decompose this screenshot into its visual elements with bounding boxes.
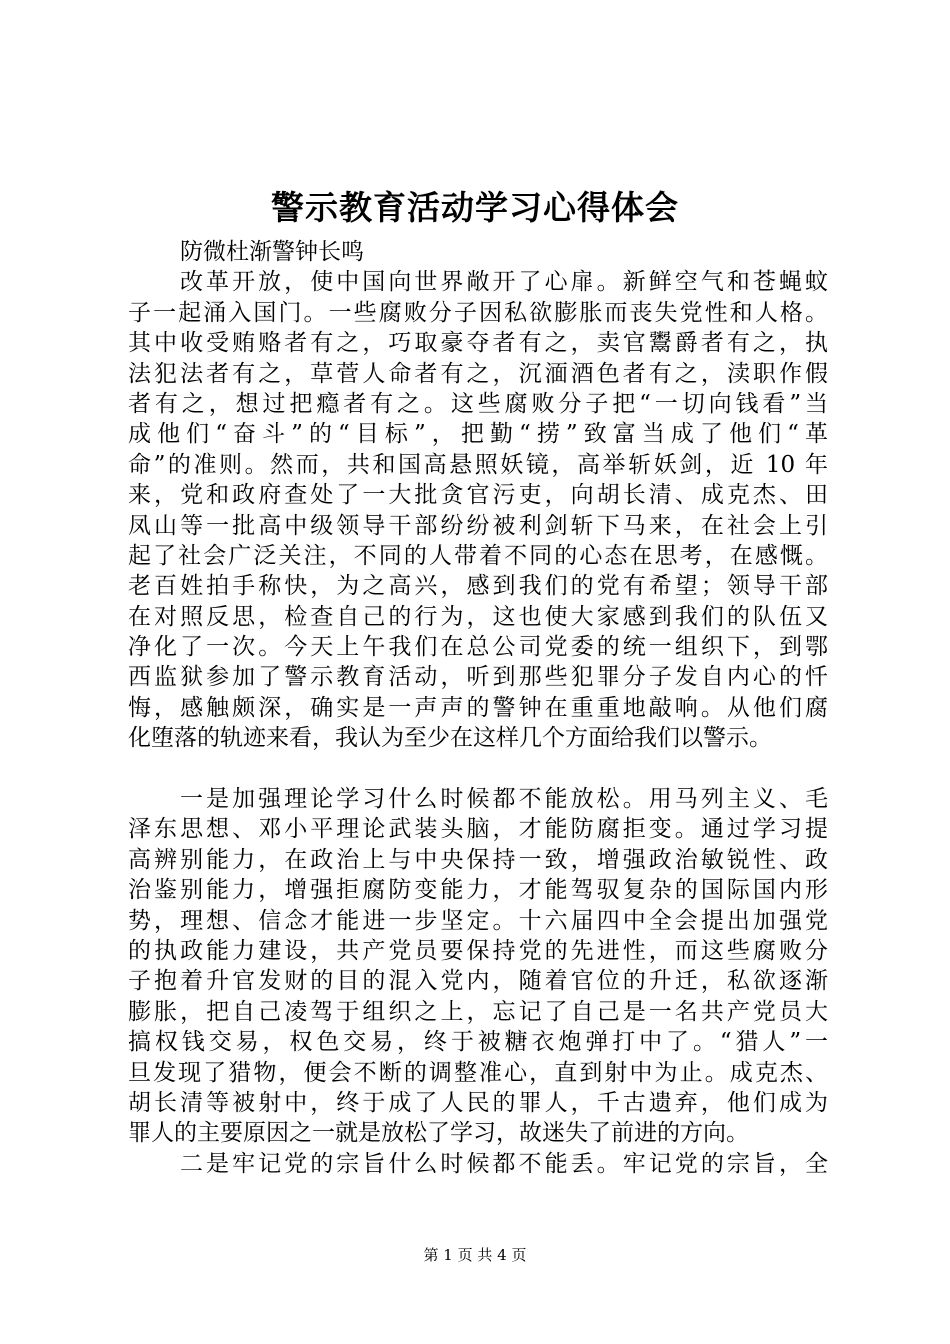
document-title: 警示教育活动学习心得体会: [271, 188, 679, 227]
paragraph-line: 凤山等一批高中级领导干部纷纷被利剑斩下马来，在社会上引: [128, 512, 828, 539]
paragraph-3: [128, 1149, 828, 1179]
page-number-footer: 第 1 页 共 4 页: [423, 1246, 527, 1264]
paragraph-line: 改革开放，使中国向世界敞开了心扉。新鲜空气和苍蝇蚊: [180, 269, 828, 296]
paragraph-line: 膨胀，把自己凌驾于组织之上，忘记了自己是一名共产党员大: [128, 998, 828, 1025]
paragraph-line: 一是加强理论学习什么时候都不能放松。用马列主义、毛: [180, 786, 828, 813]
paragraph-line: 罪人的主要原因之一就是放松了学习，故迷失了前进的方向。: [128, 1120, 749, 1147]
paragraph-line: 的执政能力建设，共产党员要保持党的先进性，而这些腐败分: [128, 937, 828, 964]
document-body: [128, 237, 828, 1179]
paragraph-line: 高辨别能力，在政治上与中央保持一致，增强政治敏锐性、政: [128, 846, 828, 873]
paragraph-line: 胡长清等被射中，终于成了人民的罪人，千古遗弃，他们成为: [128, 1089, 828, 1116]
paragraph-line: 者有之，想过把瘾者有之。这些腐败分子把“一切向钱看”当: [128, 390, 828, 417]
paragraph-line: 其中收受贿赂者有之，巧取豪夺者有之，卖官鬻爵者有之，执: [128, 330, 828, 357]
paragraph-2: [128, 784, 828, 1149]
paragraph-spacer: [128, 754, 828, 784]
paragraph-line: 西监狱参加了警示教育活动，听到那些犯罪分子发自内心的忏: [128, 664, 828, 691]
paragraph-line: 势，理想、信念才能进一步坚定。十六届四中全会提出加强党: [128, 907, 828, 934]
paragraph-line: 老百姓拍手称快，为之高兴，感到我们的党有希望；领导干部: [128, 573, 828, 600]
document-subtitle: 防微杜渐警钟长鸣: [180, 239, 364, 265]
paragraph-line: 在对照反思，检查自己的行为，这也使大家感到我们的队伍又: [128, 603, 828, 630]
paragraph-line: 命”的准则。然而，共和国高悬照妖镜，高举斩妖剑，近 10 年: [128, 451, 828, 478]
paragraph-line: 悔，感触颇深，确实是一声声的警钟在重重地敲响。从他们腐: [128, 694, 828, 721]
paragraph-line: 成他们“奋斗”的“目标”，把勤“捞”致富当成了他们“革: [128, 421, 828, 448]
paragraph-line: 治鉴别能力，增强拒腐防变能力，才能驾驭复杂的国际国内形: [128, 877, 828, 904]
paragraph-line: 法犯法者有之，草菅人命者有之，沉湎酒色者有之，渎职作假: [128, 360, 828, 387]
paragraph-line: 净化了一次。今天上午我们在总公司党委的统一组织下，到鄂: [128, 634, 828, 661]
paragraph-line: 化堕落的轨迹来看，我认为至少在这样几个方面给我们以警示。: [128, 725, 772, 752]
paragraph-line: 子一起涌入国门。一些腐败分子因私欲膨胀而丧失党性和人格。: [128, 299, 828, 326]
paragraph-line: 二是牢记党的宗旨什么时候都不能丢。牢记党的宗旨，全: [180, 1150, 828, 1177]
paragraph-line: 旦发现了猎物，便会不断的调整准心，直到射中为止。成克杰、: [128, 1059, 828, 1086]
paragraph-1: [128, 267, 828, 753]
paragraph-line: 泽东思想、邓小平理论武装头脑，才能防腐拒变。通过学习提: [128, 816, 828, 843]
paragraph-line: 来，党和政府查处了一大批贪官污吏，向胡长清、成克杰、田: [128, 482, 828, 509]
paragraph-line: 搞权钱交易，权色交易，终于被糖衣炮弹打中了。“猎人”一: [128, 1029, 828, 1056]
paragraph-line: 起了社会广泛关注，不同的人带着不同的心态在思考，在感慨。: [128, 542, 828, 569]
paragraph-line: 子抱着升官发财的目的混入党内，随着官位的升迁，私欲逐渐: [128, 968, 828, 995]
